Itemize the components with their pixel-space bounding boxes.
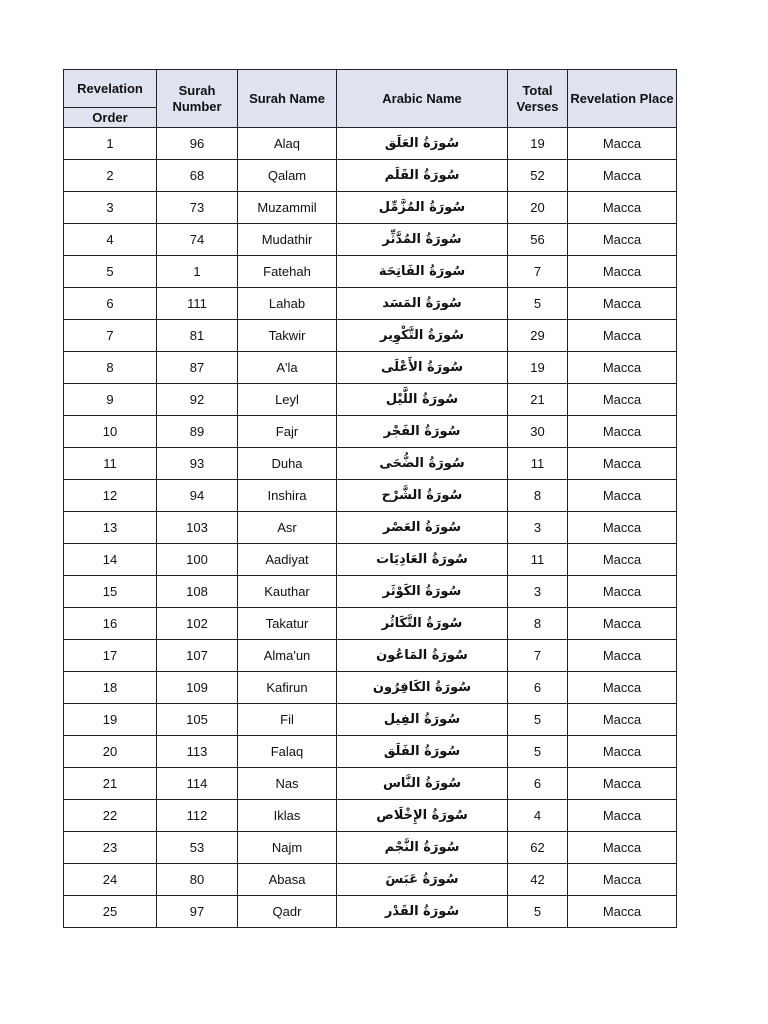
cell-total-verses: 56 bbox=[508, 224, 568, 256]
cell-revelation-order: 13 bbox=[64, 512, 157, 544]
cell-surah-number: 1 bbox=[157, 256, 238, 288]
cell-arabic-name: سُورَةُ العَصْر bbox=[337, 512, 508, 544]
cell-surah-name: Najm bbox=[238, 832, 337, 864]
cell-revelation-order: 5 bbox=[64, 256, 157, 288]
cell-arabic-name: سُورَةُ التَّكْوِير bbox=[337, 320, 508, 352]
cell-surah-name: A'la bbox=[238, 352, 337, 384]
table-row bbox=[64, 384, 677, 416]
cell-surah-name: Fatehah bbox=[238, 256, 337, 288]
cell-surah-number: 111 bbox=[157, 288, 238, 320]
cell-revelation-place: Macca bbox=[568, 768, 677, 800]
cell-total-verses: 5 bbox=[508, 736, 568, 768]
cell-arabic-name: سُورَةُ العَلَق bbox=[337, 128, 508, 160]
cell-surah-number: 113 bbox=[157, 736, 238, 768]
header-revelation-place: Revelation Place bbox=[568, 70, 677, 128]
cell-revelation-order: 4 bbox=[64, 224, 157, 256]
cell-total-verses: 4 bbox=[508, 800, 568, 832]
cell-revelation-place: Macca bbox=[568, 736, 677, 768]
cell-total-verses: 5 bbox=[508, 896, 568, 928]
cell-revelation-place: Macca bbox=[568, 192, 677, 224]
cell-revelation-place: Macca bbox=[568, 864, 677, 896]
cell-total-verses: 19 bbox=[508, 128, 568, 160]
table-row bbox=[64, 672, 677, 704]
cell-total-verses: 11 bbox=[508, 448, 568, 480]
cell-revelation-place: Macca bbox=[568, 480, 677, 512]
cell-arabic-name: سُورَةُ المُزَّمِّل bbox=[337, 192, 508, 224]
cell-total-verses: 6 bbox=[508, 672, 568, 704]
cell-surah-name: Abasa bbox=[238, 864, 337, 896]
cell-revelation-order: 20 bbox=[64, 736, 157, 768]
table-body bbox=[64, 128, 677, 928]
cell-surah-number: 102 bbox=[157, 608, 238, 640]
cell-arabic-name: سُورَةُ القَلَم bbox=[337, 160, 508, 192]
table-row bbox=[64, 576, 677, 608]
cell-total-verses: 30 bbox=[508, 416, 568, 448]
cell-revelation-order: 18 bbox=[64, 672, 157, 704]
cell-arabic-name: سُورَةُ الشَّرْح bbox=[337, 480, 508, 512]
table-row bbox=[64, 224, 677, 256]
cell-revelation-order: 19 bbox=[64, 704, 157, 736]
cell-revelation-place: Macca bbox=[568, 288, 677, 320]
cell-total-verses: 8 bbox=[508, 480, 568, 512]
cell-surah-name: Falaq bbox=[238, 736, 337, 768]
table-row bbox=[64, 544, 677, 576]
cell-surah-name: Kauthar bbox=[238, 576, 337, 608]
cell-arabic-name: سُورَةُ عَبَسَ bbox=[337, 864, 508, 896]
cell-total-verses: 62 bbox=[508, 832, 568, 864]
cell-revelation-order: 7 bbox=[64, 320, 157, 352]
cell-revelation-order: 14 bbox=[64, 544, 157, 576]
cell-arabic-name: سُورَةُ المَسَد bbox=[337, 288, 508, 320]
table-header bbox=[64, 70, 677, 128]
cell-revelation-order: 21 bbox=[64, 768, 157, 800]
table-row bbox=[64, 512, 677, 544]
table-row bbox=[64, 896, 677, 928]
table-row bbox=[64, 608, 677, 640]
cell-revelation-place: Macca bbox=[568, 608, 677, 640]
cell-arabic-name: سُورَةُ الكَوْثَر bbox=[337, 576, 508, 608]
cell-surah-name: Alma'un bbox=[238, 640, 337, 672]
table-row bbox=[64, 128, 677, 160]
cell-revelation-place: Macca bbox=[568, 224, 677, 256]
cell-surah-number: 109 bbox=[157, 672, 238, 704]
cell-surah-name: Alaq bbox=[238, 128, 337, 160]
cell-surah-number: 114 bbox=[157, 768, 238, 800]
cell-revelation-order: 9 bbox=[64, 384, 157, 416]
cell-surah-number: 107 bbox=[157, 640, 238, 672]
cell-total-verses: 42 bbox=[508, 864, 568, 896]
cell-revelation-order: 10 bbox=[64, 416, 157, 448]
cell-revelation-place: Macca bbox=[568, 352, 677, 384]
cell-surah-name: Fajr bbox=[238, 416, 337, 448]
cell-surah-name: Qadr bbox=[238, 896, 337, 928]
cell-revelation-place: Macca bbox=[568, 704, 677, 736]
cell-total-verses: 11 bbox=[508, 544, 568, 576]
cell-surah-number: 105 bbox=[157, 704, 238, 736]
cell-arabic-name: سُورَةُ العَادِيَات bbox=[337, 544, 508, 576]
cell-revelation-order: 23 bbox=[64, 832, 157, 864]
cell-total-verses: 3 bbox=[508, 512, 568, 544]
cell-surah-name: Nas bbox=[238, 768, 337, 800]
cell-surah-number: 93 bbox=[157, 448, 238, 480]
cell-revelation-order: 17 bbox=[64, 640, 157, 672]
cell-revelation-place: Macca bbox=[568, 672, 677, 704]
cell-revelation-order: 3 bbox=[64, 192, 157, 224]
cell-total-verses: 52 bbox=[508, 160, 568, 192]
cell-surah-name: Mudathir bbox=[238, 224, 337, 256]
cell-total-verses: 19 bbox=[508, 352, 568, 384]
cell-arabic-name: سُورَةُ الإِخْلَاص bbox=[337, 800, 508, 832]
cell-revelation-place: Macca bbox=[568, 896, 677, 928]
cell-arabic-name: سُورَةُ الأَعْلَى bbox=[337, 352, 508, 384]
cell-arabic-name: سُورَةُ الفَجْر bbox=[337, 416, 508, 448]
cell-revelation-place: Macca bbox=[568, 576, 677, 608]
cell-revelation-order: 15 bbox=[64, 576, 157, 608]
table-row bbox=[64, 832, 677, 864]
cell-surah-number: 112 bbox=[157, 800, 238, 832]
cell-revelation-order: 2 bbox=[64, 160, 157, 192]
cell-revelation-place: Macca bbox=[568, 800, 677, 832]
table-row bbox=[64, 256, 677, 288]
cell-revelation-place: Macca bbox=[568, 256, 677, 288]
cell-revelation-order: 16 bbox=[64, 608, 157, 640]
cell-revelation-place: Macca bbox=[568, 416, 677, 448]
cell-arabic-name: سُورَةُ الكَافِرُون bbox=[337, 672, 508, 704]
cell-revelation-place: Macca bbox=[568, 384, 677, 416]
cell-arabic-name: سُورَةُ الفِيل bbox=[337, 704, 508, 736]
cell-surah-number: 73 bbox=[157, 192, 238, 224]
table-row bbox=[64, 352, 677, 384]
cell-surah-number: 92 bbox=[157, 384, 238, 416]
cell-revelation-order: 12 bbox=[64, 480, 157, 512]
cell-total-verses: 8 bbox=[508, 608, 568, 640]
cell-revelation-place: Macca bbox=[568, 832, 677, 864]
cell-total-verses: 6 bbox=[508, 768, 568, 800]
cell-surah-number: 74 bbox=[157, 224, 238, 256]
cell-arabic-name: سُورَةُ الضُّحَى bbox=[337, 448, 508, 480]
table-row bbox=[64, 448, 677, 480]
cell-revelation-place: Macca bbox=[568, 320, 677, 352]
header-surah-number: Surah Number bbox=[157, 70, 238, 128]
cell-total-verses: 20 bbox=[508, 192, 568, 224]
table-row bbox=[64, 640, 677, 672]
table-row bbox=[64, 800, 677, 832]
table-row bbox=[64, 160, 677, 192]
cell-total-verses: 5 bbox=[508, 288, 568, 320]
table-row bbox=[64, 768, 677, 800]
cell-revelation-order: 1 bbox=[64, 128, 157, 160]
cell-surah-name: Lahab bbox=[238, 288, 337, 320]
table-row bbox=[64, 864, 677, 896]
header-total-verses: Total Verses bbox=[508, 70, 568, 128]
cell-revelation-place: Macca bbox=[568, 128, 677, 160]
cell-total-verses: 5 bbox=[508, 704, 568, 736]
cell-revelation-place: Macca bbox=[568, 640, 677, 672]
table-row bbox=[64, 736, 677, 768]
cell-surah-name: Inshira bbox=[238, 480, 337, 512]
cell-revelation-order: 24 bbox=[64, 864, 157, 896]
table-row bbox=[64, 480, 677, 512]
cell-revelation-place: Macca bbox=[568, 448, 677, 480]
cell-surah-number: 68 bbox=[157, 160, 238, 192]
cell-surah-name: Kafirun bbox=[238, 672, 337, 704]
cell-surah-number: 80 bbox=[157, 864, 238, 896]
cell-arabic-name: سُورَةُ النَّاس bbox=[337, 768, 508, 800]
cell-surah-name: Duha bbox=[238, 448, 337, 480]
surah-table bbox=[63, 69, 677, 928]
cell-total-verses: 3 bbox=[508, 576, 568, 608]
cell-revelation-order: 22 bbox=[64, 800, 157, 832]
cell-arabic-name: سُورَةُ المُدَّثِّر bbox=[337, 224, 508, 256]
cell-surah-number: 89 bbox=[157, 416, 238, 448]
cell-surah-name: Takwir bbox=[238, 320, 337, 352]
cell-surah-name: Fil bbox=[238, 704, 337, 736]
cell-surah-name: Muzammil bbox=[238, 192, 337, 224]
cell-surah-name: Iklas bbox=[238, 800, 337, 832]
cell-total-verses: 29 bbox=[508, 320, 568, 352]
cell-total-verses: 7 bbox=[508, 256, 568, 288]
cell-surah-number: 108 bbox=[157, 576, 238, 608]
table-row bbox=[64, 320, 677, 352]
cell-surah-name: Aadiyat bbox=[238, 544, 337, 576]
header-surah-name: Surah Name bbox=[238, 70, 337, 128]
cell-revelation-place: Macca bbox=[568, 512, 677, 544]
cell-revelation-order: 6 bbox=[64, 288, 157, 320]
table-row bbox=[64, 704, 677, 736]
cell-arabic-name: سُورَةُ الفَاتِحَة bbox=[337, 256, 508, 288]
cell-surah-name: Qalam bbox=[238, 160, 337, 192]
cell-arabic-name: سُورَةُ التَّكَاثُر bbox=[337, 608, 508, 640]
cell-revelation-order: 11 bbox=[64, 448, 157, 480]
cell-total-verses: 21 bbox=[508, 384, 568, 416]
cell-surah-number: 87 bbox=[157, 352, 238, 384]
header-revelation: Revelation bbox=[64, 70, 157, 108]
cell-revelation-order: 8 bbox=[64, 352, 157, 384]
cell-surah-number: 96 bbox=[157, 128, 238, 160]
cell-surah-number: 97 bbox=[157, 896, 238, 928]
cell-arabic-name: سُورَةُ النَّجْم bbox=[337, 832, 508, 864]
cell-surah-name: Leyl bbox=[238, 384, 337, 416]
cell-surah-name: Asr bbox=[238, 512, 337, 544]
cell-arabic-name: سُورَةُ القَدْر bbox=[337, 896, 508, 928]
header-arabic-name: Arabic Name bbox=[337, 70, 508, 128]
cell-surah-number: 103 bbox=[157, 512, 238, 544]
cell-arabic-name: سُورَةُ الفَلَق bbox=[337, 736, 508, 768]
cell-surah-number: 94 bbox=[157, 480, 238, 512]
cell-surah-number: 53 bbox=[157, 832, 238, 864]
cell-revelation-place: Macca bbox=[568, 160, 677, 192]
cell-arabic-name: سُورَةُ المَاعُون bbox=[337, 640, 508, 672]
cell-arabic-name: سُورَةُ اللَّيْل bbox=[337, 384, 508, 416]
table-row bbox=[64, 416, 677, 448]
table-row bbox=[64, 288, 677, 320]
cell-surah-number: 81 bbox=[157, 320, 238, 352]
table-row bbox=[64, 192, 677, 224]
cell-surah-number: 100 bbox=[157, 544, 238, 576]
cell-total-verses: 7 bbox=[508, 640, 568, 672]
cell-surah-name: Takatur bbox=[238, 608, 337, 640]
cell-revelation-order: 25 bbox=[64, 896, 157, 928]
header-order: Order bbox=[64, 108, 157, 128]
cell-revelation-place: Macca bbox=[568, 544, 677, 576]
